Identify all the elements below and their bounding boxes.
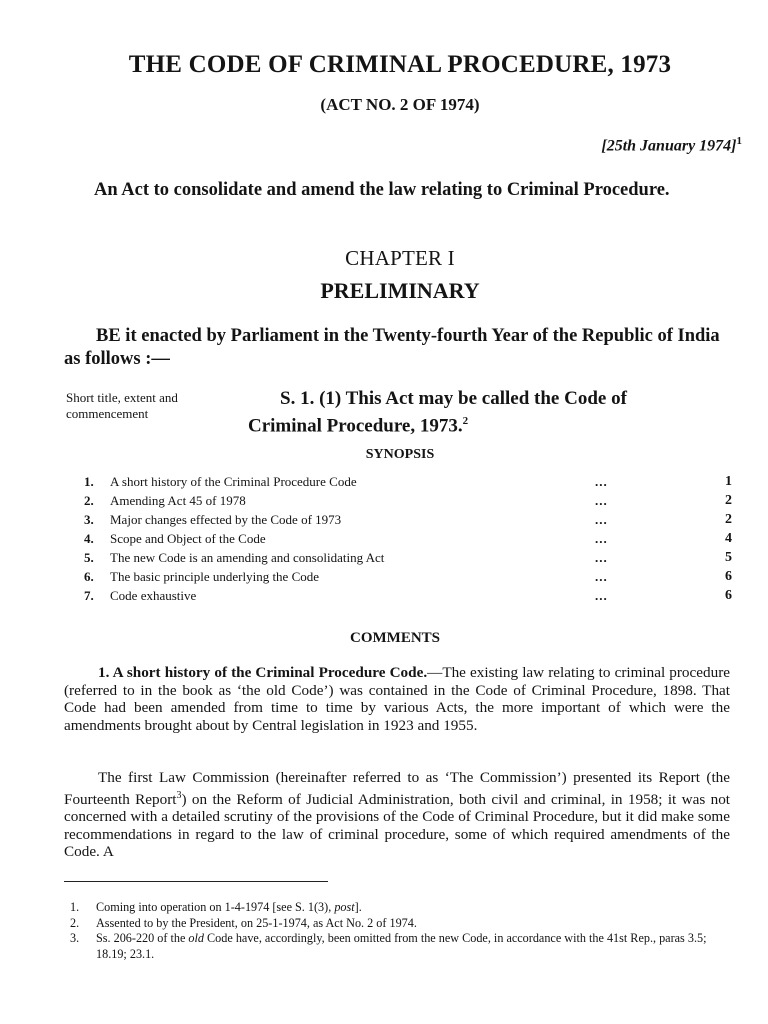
chapter-number: CHAPTER I [345, 246, 455, 270]
synopsis-item-page: 4 [725, 531, 732, 546]
comments-heading: COMMENTS [350, 630, 440, 646]
synopsis-item-page: 2 [725, 493, 732, 508]
footnote [70, 900, 740, 916]
footnote-text: Ss. 206-220 of the [96, 931, 189, 945]
synopsis-item-number: 5. [84, 550, 94, 565]
synopsis-item-page: 1 [725, 474, 732, 489]
synopsis-leader: ... [595, 531, 608, 546]
synopsis-item-number: 3. [84, 512, 94, 527]
synopsis-item-text: The basic principle underlying the Code [110, 569, 320, 584]
footnote-text: Assented to by the President, on 25-1-1974, as Act No. 2 of 1974. [96, 915, 417, 930]
footnote [70, 916, 740, 932]
synopsis-item-page: 6 [725, 588, 732, 603]
paragraph-body: ) on the Reform of Judicial Administration, both civil and criminal, in 1958; it was not concerned with a detailed scrutiny of the provisions of the Code of Criminal Procedure, but it did make some recommendations in regard to the law of criminal procedure, some of which required amendments of the Code. A [64, 790, 731, 861]
footnote-number: 2. [70, 915, 80, 930]
synopsis-item-number: 4. [84, 531, 94, 546]
chapter-name: PRELIMINARY [320, 278, 480, 303]
synopsis-item [84, 474, 736, 493]
footnote-number: 1. [70, 900, 80, 914]
marginal-note-line: commencement [66, 406, 149, 421]
section-1 [248, 387, 738, 437]
synopsis-item-page: 5 [725, 550, 732, 565]
footnote-italic: post [334, 900, 355, 914]
paragraph-body: The first Law Commission (hereinafter referred to as ‘The Commission’) presented its Report (the Fourteenth Report [64, 769, 730, 808]
synopsis-list [84, 474, 736, 607]
synopsis-heading: SYNOPSIS [365, 447, 435, 462]
footnote-ref: 3 [176, 789, 182, 801]
comment-paragraph [64, 664, 730, 734]
footnote-divider [64, 881, 328, 882]
date-text: [25th January 1974] [601, 137, 737, 155]
footnote [70, 931, 740, 962]
footnote-ref: 2 [462, 415, 469, 427]
synopsis-item-text: Scope and Object of the Code [110, 531, 266, 546]
marginal-note [66, 390, 238, 422]
section-1-line: Criminal Procedure, 1973. [248, 415, 463, 437]
footnote-number: 3. [70, 931, 80, 945]
synopsis-item-number: 7. [84, 588, 94, 603]
synopsis-item-text: Code exhaustive [110, 588, 197, 603]
synopsis-item [84, 512, 736, 531]
marginal-note-line: Short title, extent and [66, 390, 178, 405]
footnotes [70, 900, 740, 962]
section-1-line: S. 1. (1) This Act may be called the Code of [280, 388, 627, 409]
synopsis-leader: ... [595, 474, 608, 489]
synopsis-item [84, 569, 736, 588]
footnote-ref: 1 [736, 135, 742, 147]
enacting-formula: BE it enacted by Parliament in the Twenty-fourth Year of the Republic of India as follows :— [64, 326, 720, 369]
synopsis-item-text: The new Code is an amending and consolidating Act [110, 550, 385, 565]
footnote-italic: old [188, 931, 204, 945]
long-title: An Act to consolidate and amend the law relating to Criminal Procedure. [94, 180, 670, 200]
synopsis-item-number: 6. [84, 569, 94, 584]
synopsis-item-text: Major changes effected by the Code of 1973 [110, 512, 342, 527]
paragraph-body: —The existing law relating to criminal procedure (referred to in the book as ‘the old Code’) was contained in the Code of Criminal Procedure, 1898. That Code had been amended from time to time by various Acts, the more important of which were the amendments brought about by Central legislation in 1923 and 1955. [64, 664, 730, 734]
synopsis-leader: ... [595, 569, 608, 584]
enactment-date [601, 135, 742, 155]
synopsis-item [84, 550, 736, 569]
footnote-text: Coming into operation on 1-4-1974 [see S. 1(3), [96, 900, 335, 914]
synopsis-leader: ... [595, 493, 608, 508]
synopsis-leader: ... [595, 550, 608, 565]
paragraph-heading: 1. A short history of the Criminal Procedure Code. [98, 664, 428, 681]
synopsis-item-page: 2 [725, 512, 732, 527]
footnote-text: ]. [354, 900, 362, 914]
synopsis-leader: ... [595, 512, 608, 527]
synopsis-item [84, 531, 736, 550]
act-number: (ACT NO. 2 OF 1974) [320, 95, 480, 114]
synopsis-item-number: 2. [84, 493, 94, 508]
footnote-text: Code have, accordingly, been omitted from the new Code, in accordance with the 41st Rep., paras 3.5; 18.19; 23.1. [96, 931, 707, 961]
comment-paragraph [64, 769, 730, 861]
synopsis-item [84, 588, 736, 607]
synopsis-item-text: A short history of the Criminal Procedure Code [110, 474, 357, 489]
synopsis-item-text: Amending Act 45 of 1978 [110, 493, 246, 508]
act-title: THE CODE OF CRIMINAL PROCEDURE, 1973 [128, 51, 672, 78]
synopsis-item-number: 1. [84, 474, 94, 489]
synopsis-leader: ... [595, 588, 608, 603]
synopsis-item [84, 493, 736, 512]
synopsis-item-page: 6 [725, 569, 732, 584]
